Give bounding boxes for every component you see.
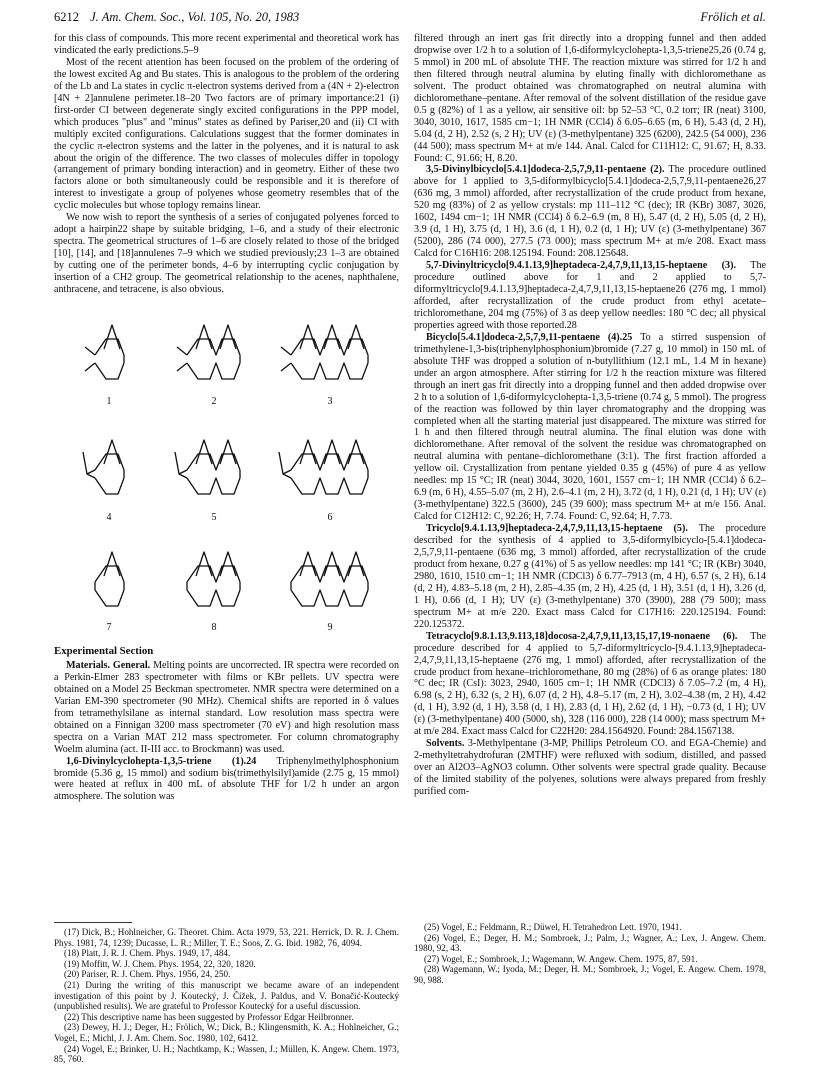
molecule-structures-drawing <box>54 304 399 642</box>
right-column <box>414 33 766 798</box>
footnote-25: (25) Vogel, E.; Feldmann, R.; Düwel, H. Tetrahedron Lett. 1970, 1941. <box>424 922 682 932</box>
footnote-17: (17) Dick, B.; Hohlneicher, G. Theoret. Chim. Acta 1979, 53, 221. Herrick, D. R. J. Chem. Phys. 1981, 74, 1239; Ducasse, L. R.; Miller, T. E.; Soos, Z. G. Ibid. 1982, 76, 4094. <box>54 927 399 948</box>
exp-text-materials: Melting points are uncorrected. IR spectra were recorded on a Perkin-Elmer 283 spectrometer with films or KBr pellets. UV spectra were obtained on a Model 25 Beckman spectrometer. NMR spectra were determined on a Varian EM-390 spectrometer (90 MHz). Chemical shifts are reported in δ values from tetramethylsilane as internal standard. Low resolution mass spectra were obtained on a Finnigan 3200 mass spectrometer (70 eV) and high resolution mass spectra on a Varian MAT 212 mass spectrometer. For column chromatography Woelm alumina (act. II-III acc. to Brockmann) was used. <box>54 659 400 755</box>
structure-4-lines <box>83 440 124 494</box>
right-paragraph-2 <box>414 260 766 332</box>
right-paragraph-4 <box>414 523 766 631</box>
right-lead-1: 3,5-Divinylbicyclo[5.4.1]dodeca-2,5,7,9,11-pentaene (2). <box>426 164 665 176</box>
right-paragraph-5 <box>414 631 766 739</box>
footnote-24: (24) Vogel, E.; Brinker, U. H.; Nachtkamp, K.; Wassen, J.; Müllen, K. Angew. Chem. 1973, 85, 760. <box>54 1043 399 1065</box>
right-lead-5: Tetracyclo[9.8.1.13,9.113,18]docosa-2,4,7,9,11,13,15,17,19-nonaene (6). <box>426 630 738 642</box>
structure-label-2: 2 <box>211 395 217 407</box>
right-lead-4: Tricyclo[9.4.1.13,9]heptadeca-2,4,7,9,11,13,15-heptaene (5). <box>426 523 688 535</box>
section-title: Experimental Section <box>54 644 154 657</box>
intro-paragraph-2: Most of the recent attention has been focused on the problem of the ordering of the lowest excited Ag and Bu states. This is analogous to the problem of the ordering of the Lb and La states in cyclic π-electron systems derived from a (4N + 2)-electron [4N + 2]annulene perimeter.18–20 Two factors are of primary importance:21 (i) first-order CI between degenerate singly excited configurations in the PPP model, which produces "plus" and "minus" states as defined by Pariser,20 and (ii) CI with multiply excited configurations. Calculations suggest that the former dominates in the cyclic π-electron systems and the latter in the polyenes, and it is natural to ask about the origin of the difference. The two classes of molecules differ in topology (arrangement of primary bonding interaction) and in geometry. Either of these two factors alone or both simultaneously could be responsible and it is therefore of interest to investigate a group of polyenes whose geometry resembles that of the cyclic molecules but whose toplogy remains linear. <box>54 56 399 212</box>
right-text-6: 3-Methylpentane (3-MP, Phillips Petroleum CO. and EGA-Chemie) and 2-methyltetrahydrofuran (2MTHF) were refluxed with sodium, distilled, and passed over an Al2O3–AgNO3 column. Other solvents were spectral grade quality. Because of the limited stability of the polyenes, solutions were always prepared from freshly purified com- <box>414 738 766 798</box>
right-paragraph-6 <box>414 738 766 798</box>
footnote-20: (20) Pariser, R. J. Chem. Phys. 1956, 24, 250. <box>64 969 231 980</box>
structure-label-6: 6 <box>327 511 333 523</box>
exp-text-compound-1: Triphenylmethylphosphonium bromide (5.36 g, 15 mmol) and sodium bis(trimethylsilyl)amide (2.75 g, 15 mmol) were heated at reflux in 400 mL of absolute THF for 1/2 h under an argon atmosphere. The solution was <box>54 755 399 803</box>
structure-label-8: 8 <box>211 621 217 633</box>
right-lead-2: 5,7-Divinyltricyclo[9.4.1.13,9]heptadeca-2,4,7,9,11,13,15-heptaene (3). <box>426 260 736 272</box>
footnote-19: (19) Moffitt, W. J. Chem. Phys. 1954, 22, 320, 1820. <box>64 958 256 969</box>
structure-1-lines <box>85 325 124 379</box>
footnote-18: (18) Platt, J. R. J. Chem. Phys. 1949, 17, 484. <box>64 948 231 959</box>
exp-paragraph-materials <box>54 660 399 756</box>
header-left <box>54 10 299 25</box>
header-authors: Frölich et al. <box>700 10 766 24</box>
footnote-26: (26) Vogel, E.; Deger, H. M.; Sombroek, J.; Palm, J.; Wagner, A.; Lex, J. Angew. Chem. 1980, 92, 43. <box>414 932 766 954</box>
exp-lead-compound-1: 1,6-Divinylcyclohepta-1,3,5-triene (1).24 <box>66 755 257 767</box>
footnote-rule <box>54 922 132 923</box>
right-text-5: The procedure described for 4 applied to 5,7-diformyltricyclo-[9.4.1.13,9]heptadeca-2,4,7,9,11,13,15-heptaene (276 mg, 1 mmol) afforded, after recrystallization of the crude product from hexane–trichloromethane, 80 mg (28%) of 6 as orange plates: 180 °C dec; IR (CsI): 3023, 2940, 1605 cm−1; 1H NMR (CDCl3) δ 7.05–7.2 (m, 4 H), 6.98 (s, 2 H), 6.32 (s, 2 H), 6.07 (d, 2 H), 4.8–5.17 (m, 2 H), 3.02–4.38 (m, 2 H), 4.42 (d, 1 H), 3.92 (d, 1 H), 3.58 (d, 1 H), 2.83 (d, 1 H), 2.62 (d, 1 H), −0.73 (d, 1 H); UV (ε) (3-methylpentane) 400 (5000, sh), 328 (116 000), 228 (14 000); mass spectrum M+ at m/e 284. Exact mass Calcd for C22H20: 284.1564920. Found: 284.1567138. <box>414 630 766 738</box>
right-text-4: The procedure described for the synthesis of 4 applied to 3,5-diformylbicyclo-[5.4.1]dodeca-2,5,7,9,11-pentaene (636 mg, 3 mmol) afforded, after recrystallization of the crude product from hexane, 0.27 g (41%) of 5 as yellow needles: mp 141 °C; IR (KBr) 3040, 2980, 1610, 1510 cm−1; 1H NMR (CDCl3) δ 6.77–7913 (m, 4 H), 6.57 (s, 2 H), 6.14 (d, 2 H), 4.83–5.18 (m, 2 H), 2.85–4.35 (m, 2 H), 4.25 (d, 1 H), 3.51 (d, 1 H), 3.26 (d, 1 H), 0.66 (d, 1 H); UV (ε) (3-methylpentane) 370 (3900), 288 (79 500); mass spectrum M+ at m/e 220. Exact mass Calcd for C17H16: 220.125194. Found: 220.125372. <box>414 523 766 630</box>
running-header <box>54 10 766 30</box>
exp-paragraph-compound-1 <box>54 756 399 804</box>
footnotes-left <box>54 922 399 1065</box>
structure-label-4: 4 <box>106 511 112 523</box>
footnotes-right <box>414 922 766 986</box>
structure-7-lines <box>95 552 124 606</box>
right-paragraph-3 <box>414 332 766 523</box>
intro-paragraph-3: We now wish to report the synthesis of a series of conjugated polyenes forced to adopt a hairpin22 shape by suitable bridging, 1–6, and a study of their electronic spectra. The geometrical structures of 1–6 are closely related to those of the bridged [10], [14], and [18]annulenes 7–9 which we studied previously;23 1–3 are obtained by cutting one of the perimeter bonds, 4–6 by interrupting cyclic conjugation by insertion of a CH2 group. The geometrical relationship to the acenes, naphthalene, anthracene, and tetracene, is also obvious. <box>54 212 399 296</box>
structure-9-lines <box>291 552 368 606</box>
intro-paragraph-1: for this class of compounds. This more recent experimental and theoretical work has vindicated the early predictions.5–9 <box>54 33 399 56</box>
structure-3-lines <box>281 325 368 379</box>
structure-label-1: 1 <box>106 395 112 407</box>
right-lead-3: Bicyclo[5.4.1]dodeca-2,5,7,9,11-pentaene (4).25 <box>426 331 633 343</box>
structure-label-9: 9 <box>327 621 333 633</box>
right-text-2: The procedure outlined above for 1 and 2 applied to 5,7-diformyltricyclo[9.4.1.13,9]heptadeca-2,4,7,9,11,13,15-heptaene26 (276 mg, 1 mmol) afforded, after recrystallization of the crude product from ethyl acetate–trichloromethane, 204 mg (75%) of 3 as deep yellow needles: 180 °C dec; all physical properties agreed with those reported.28 <box>414 260 766 331</box>
footnote-23: (23) Dewey, H. J.; Deger, H.; Frölich, W.; Dick, B.; Klingensmith, K. A.; Hohlneicher, G.; Vogel, E.; Michl, J. J. Am. Chem. Soc. 1980, 102, 6412. <box>54 1022 399 1043</box>
structure-2-lines <box>177 325 240 379</box>
right-text-0: filtered through an inert gas frit directly into a dropping funnel and then added dropwise over 1/2 h to a solution of 1,6-diformylcyclohepta-1,3,5-triene25,26 (0.74 g, 5 mmol) in 200 mL of absolute THF. The reaction mixture was stirred for 1/2 h and then filtered through neutral alumina by eluting finally with dichloromethane as solvent. The product obtained was chromatographed on neutral alumina with dichloromethane–pentane. After removal of the solvent distillation of the residue gave 0.5 g (82%) of 1 as a yellow, air sensitive oil: bp 52–53 °C, 0.2 torr; IR (neat) 3100, 3040, 3010, 1617, 1585 cm−1; 1H NMR (CCl4) δ 6.05–6.65 (m, 6 H), 5.43 (d, 2 H), 5.04 (d, 2 H), 2.52 (s, 2 H); UV (ε) (3-methylpentane) 325 (6200), 242.5 (54 000), 236 (44 500); mass spectrum M+ at m/e 144. Anal. Calcd for C11H12: C, 91.67; H, 8.33. Found: C, 91.66; H, 8.20. <box>414 33 766 164</box>
right-text-3: To a stirred suspension of trimethylene-1,3-bis(triphenylphosphonium)bromide (7.27 g, 10 mmol) in 150 mL of absolute THF was dropped a solution of n-butyllithium (12.1 mL, 1.4 M in hexane) under an argon atmosphere. After stirring for 1/2 h the reaction mixture was filtered through an inert gas frit directly into a dropping funnel and then added dropwise over 2 h to a solution of 1,6-diformylcyclohepta-1,3,5-triene (0.74 g, 5 mmol). The progress of the reaction was followed by thin layer chromatography and the dropping was completed when all the starting material just disappeared. The mixture was stirred for 1 h and then filtered through neutral alumina. The final elution was done with dichloromethane. After removal of the solvent the residue was chromatographed on neutral alumina with pentane–dichloromethane (3:1). The first fraction afforded a yellow oil. Crystallization from pentane yielded 0.35 g (45%) of pure 4 as yellow needles: mp 15 °C; IR (neat) 3044, 3020, 1601, 1557 cm−1; 1H NMR (CCl4) δ 6.2–6.9 (m, 6 H), 4.55–5.07 (m, 2 H), 2.6–4.1 (m, 2 H), 3.72 (d, 1 H), 0.21 (d, 1 H); UV (ε) (3-methylpentane) 322.5 (3600), 245 (39 600); mass spectrum M+ at m/e 156. Anal. Calcd for C12H12: C, 92.26; H, 7.74. Found: C, 92.64; H, 7.73. <box>414 331 767 523</box>
structure-6-lines <box>279 440 368 494</box>
left-column <box>54 33 399 803</box>
right-paragraph-0 <box>414 33 766 164</box>
journal-citation: J. Am. Chem. Soc., Vol. 105, No. 20, 1983 <box>90 10 300 24</box>
page-number: 6212 <box>54 10 79 24</box>
footnote-27: (27) Vogel, E.; Sombroek, J.; Wagemann, W. Angew. Chem. 1975, 87, 591. <box>424 953 698 964</box>
footnote-28: (28) Wagemann, W.; Iyoda, M.; Deger, H. M.; Sombroek, J.; Vogel, E. Angew. Chem. 1978, 90, 988. <box>414 964 766 985</box>
structure-5-lines <box>175 440 240 494</box>
structure-8-lines <box>187 552 240 606</box>
structures-figure <box>54 304 399 642</box>
footnote-21: (21) During the writing of this manuscript we became aware of an independent investigation of this point by J. Koutecký, J. Čížek, J. Paldus, and V. Bonačić-Koutecký (unpublished results). We are grateful to Professor Koutecký for a useful discussion. <box>54 979 399 1012</box>
right-paragraph-1 <box>414 164 766 260</box>
structure-label-7: 7 <box>106 621 112 633</box>
right-lead-6: Solvents. <box>426 738 465 750</box>
footnote-22: (22) This descriptive name has been suggested by Professor Edgar Heilbronner. <box>64 1011 354 1022</box>
right-text-1: The procedure outlined above for 1 applied to 3,5-diformylbicyclo[5.4.1]dodeca-2,5,7,9,11-pentaene26,27 (636 mg, 3 mmol) afforded, after recrystallization of the crude product from hexane, 520 mg (83%) of 2 as yellow crystals: mp 111–112 °C (dec); IR (KBr) 3087, 3026, 1602, 1494 cm−1; 1H NMR (CCl4) δ 6.2–6.9 (m, 8 H), 5.47 (d, 2 H), 5.05 (d, 2 H), 3.9 (d, 1 H), 3.75 (d, 1 H), 3.6 (d, 1 H), 0.2 (d, 1 H); UV (ε) (3-methylpentane) 367 (5200), 286 (74 000), 277.5 (73 000); mass spectrum M+ at m/e 208. Exact mass Calcd for C16H16: 208.125194. Found: 208.125648. <box>414 164 766 260</box>
exp-lead-materials: Materials. General. <box>66 659 151 671</box>
structure-label-3: 3 <box>327 395 333 407</box>
structure-label-5: 5 <box>211 511 217 523</box>
